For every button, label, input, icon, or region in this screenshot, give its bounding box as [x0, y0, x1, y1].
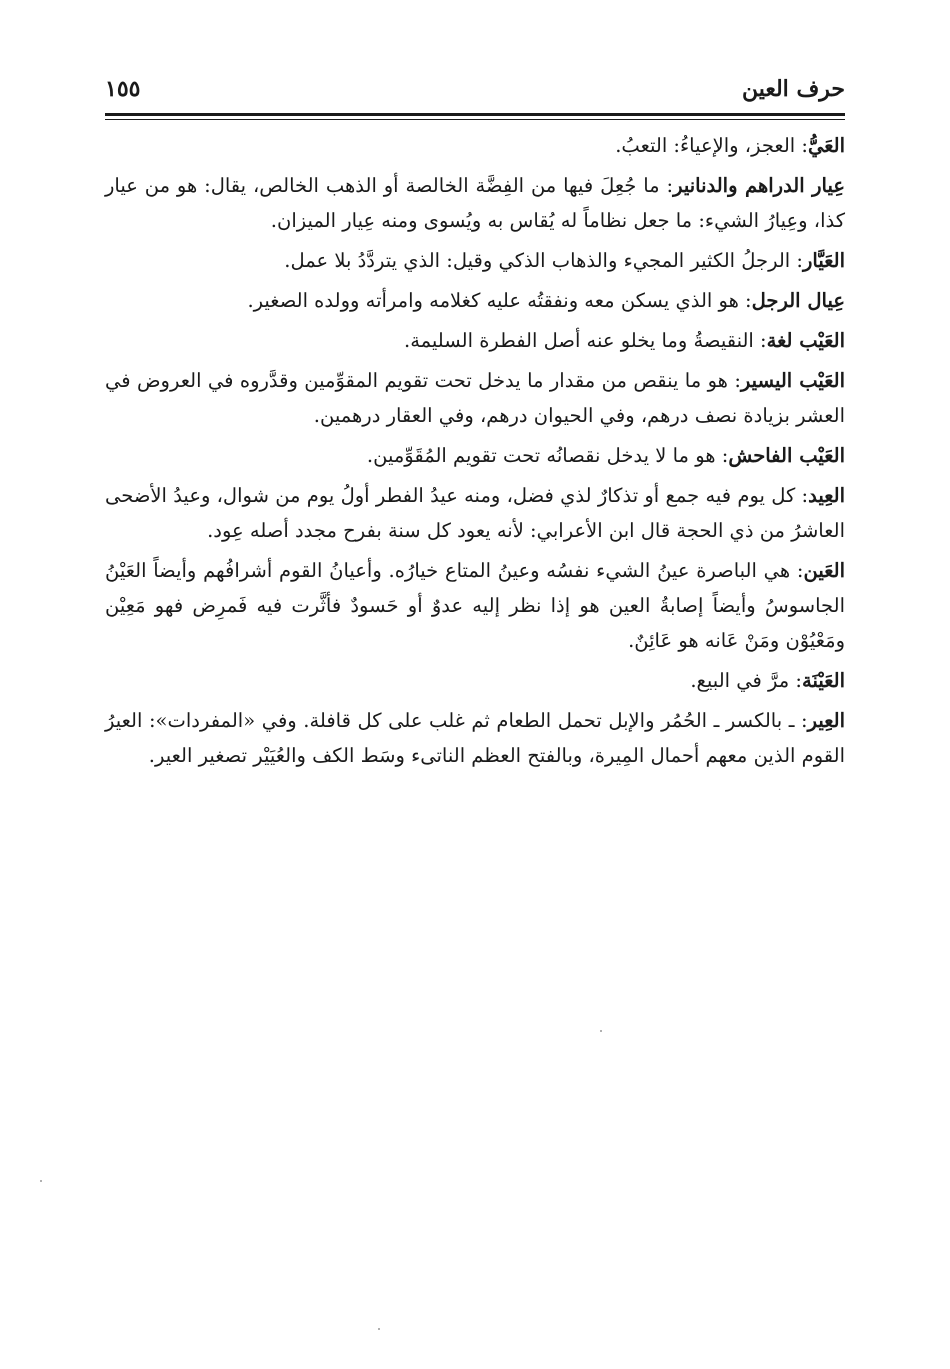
header-rule-thick: [105, 113, 845, 116]
entry-definition: : العجز، والإعياءُ: التعبُ.: [615, 134, 808, 157]
entry-definition: : هو الذي يسكن معه ونفقتُه عليه كغلامه وامرأته وولده الصغير.: [247, 289, 752, 312]
glossary-entry: [105, 703, 845, 773]
entry-term: العِيد: [808, 484, 845, 507]
glossary-body: [105, 128, 845, 778]
entry-term: عِيار الدراهم والدنانير: [673, 174, 845, 197]
entry-definition: : الرجلُ الكثير المجيء والذهاب الذكي وقيل: الذي يتردَّدُ بلا عمل.: [284, 249, 803, 272]
entry-definition: : كل يوم فيه جمع أو تذكارٌ لذي فضل، ومنه عيدُ الفطر أولُ يوم من شوال، وعيدُ الأضحى العاشرُ من ذي الحجة قال ابن الأعرابي: لأنه يعود كل سنة بفرح مجدد أصله عِود.: [105, 484, 845, 542]
glossary-entry: [105, 243, 845, 278]
chapter-title: حرف العين: [741, 76, 845, 102]
entry-term: العَيَّار: [802, 249, 845, 272]
page-number: ١٥٥: [105, 76, 141, 102]
entry-term: العَيْب الفاحش: [728, 444, 845, 467]
entry-term: العَيْب لغة: [766, 329, 845, 352]
entry-definition: : ـ بالكسر ـ الحُمُر والإبل تحمل الطعام ثم غلب على كل قافلة. وفي «المفردات»: العيرُ القوم الذين معهم أحمال المِيرة، وبالفتح العظم الناتىء وسَط الكف والعُيَيْر تصغير العير.: [105, 709, 845, 767]
glossary-entry: [105, 168, 845, 238]
scan-speck: [40, 1180, 42, 1182]
entry-definition: : هو ما ينقص من مقدار ما يدخل تحت تقويم المقوِّمين وقدَّروه في العروض في العشر بزيادة نصف درهم، وفي الحيوان درهم، وفي العقار درهمين.: [105, 369, 845, 427]
header-rule-thin: [105, 119, 845, 120]
entry-term: العَيْنَة: [802, 669, 845, 692]
entry-definition: : هو ما لا يدخل نقصانُه تحت تقويم المُقَوِّمين.: [366, 444, 729, 467]
entry-term: العَين: [803, 559, 845, 582]
entry-definition: : مرَّ في البيع.: [690, 669, 802, 692]
glossary-entry: [105, 323, 845, 358]
entry-definition: : النقيصةُ وما يخلو عنه أصل الفطرة السليمة.: [404, 329, 767, 352]
entry-term: العَيْب اليسير: [740, 369, 845, 392]
running-header: [105, 72, 845, 112]
entry-term: العِير: [807, 709, 845, 732]
glossary-entry: [105, 438, 845, 473]
entry-definition: : هي الباصرة عينُ الشيء نفسُه وعينُ المتاع خيارُه. وأعيانُ القوم أشرافُهم وأيضاً العَيْنُ الجاسوسُ وأيضاً إصابةُ العين هو إذا نظر إليه عدوٌ أو حَسودٌ فأثَّرت فيه فَمرِض فهو مَعِيْن ومَعْيُوْن ومَنْ عَانه هو عَائِنٌ.: [105, 559, 845, 652]
glossary-entry: [105, 663, 845, 698]
glossary-entry: [105, 478, 845, 548]
scan-speck: [600, 1030, 602, 1032]
entry-term: العَيُّ: [807, 134, 845, 157]
entry-definition: : ما جُعِلَ فيها من الفِضَّة الخالصة أو الذهب الخالص، يقال: هو من عيار كذا، وعِيارُ الشيء: ما جعل نظاماً له يُقاس به ويُسوى ومنه عِيار الميزان.: [105, 174, 845, 232]
glossary-entry: [105, 128, 845, 163]
glossary-entry: [105, 363, 845, 433]
glossary-entry: [105, 283, 845, 318]
scan-speck: [378, 1328, 380, 1330]
entry-term: عِيال الرجل: [751, 289, 845, 312]
glossary-entry: [105, 553, 845, 658]
